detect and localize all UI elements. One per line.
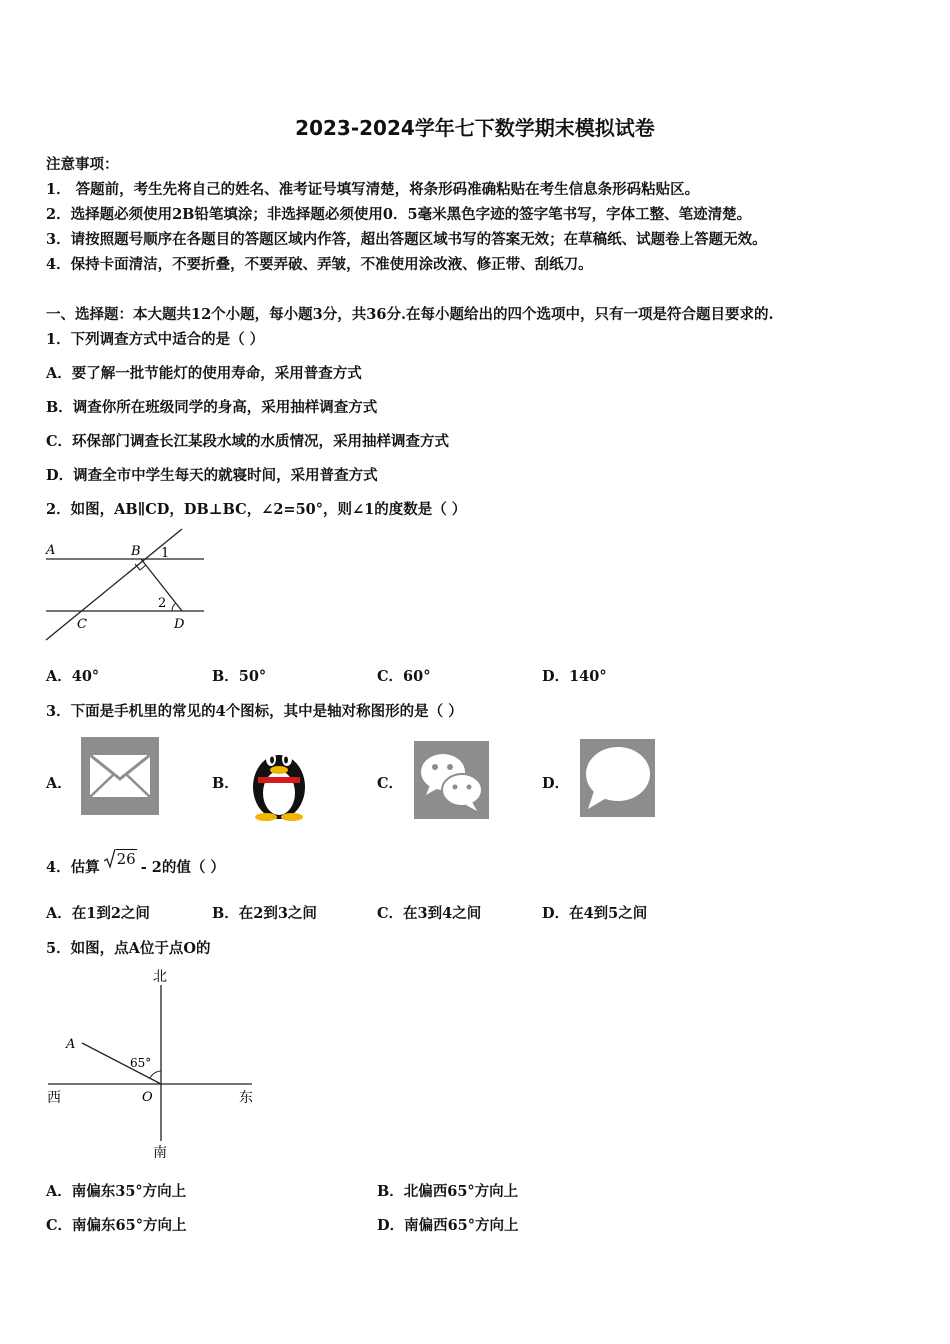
west-label: 西	[47, 1090, 61, 1106]
q1-option-b: B．调查你所在班级同学的身高，采用抽样调查方式	[46, 399, 378, 416]
q4-option-b: B．在2到3之间	[212, 905, 317, 922]
angle-1-label: 1	[161, 546, 170, 561]
q3-option-c: C．	[377, 775, 404, 792]
point-a-label: A	[66, 1037, 76, 1052]
radicand: 26	[116, 850, 136, 868]
q3-option-a: A．	[46, 775, 72, 792]
question-1-stem: 1．下列调查方式中适合的是（ ）	[46, 331, 265, 348]
section-heading: 一、选择题：本大题共12个小题，每小题3分，共36分.在每小题给出的四个选项中，只有一项是符合题目要求的.	[46, 306, 774, 323]
notice-item: 4．保持卡面清洁，不要折叠，不要弄破、弄皱，不准使用涂改液、修正带、刮纸刀。	[46, 256, 593, 273]
q4-option-d: D．在4到5之间	[542, 905, 648, 922]
north-label: 北	[153, 969, 167, 985]
notice-item: 3．请按照题号顺序在各题目的答题区域内作答，超出答题区域书写的答案无效；在草稿纸、试题卷上答题无效。	[46, 231, 767, 248]
q5-option-d: D．南偏西65°方向上	[377, 1217, 519, 1234]
q5-option-a: A．南偏东35°方向上	[46, 1183, 187, 1200]
q2-option-b: B．50°	[212, 668, 267, 685]
q2-option-c: C．60°	[377, 668, 431, 685]
q1-option-d: D．调查全市中学生每天的就寝时间，采用普查方式	[46, 467, 378, 484]
q3-option-d: D．	[542, 775, 570, 792]
q5-option-c: C．南偏东65°方向上	[46, 1217, 187, 1234]
question-4-stem	[46, 850, 225, 877]
label-a: A	[46, 543, 56, 558]
q4-stem-before: 4．估算	[46, 859, 100, 876]
chat-bubble-icon	[580, 739, 655, 817]
q5-option-b: B．北偏西65°方向上	[377, 1183, 519, 1200]
wechat-icon	[414, 741, 489, 819]
q4-option-c: C．在3到4之间	[377, 905, 482, 922]
q1-option-a: A．要了解一批节能灯的使用寿命，采用普查方式	[46, 365, 362, 382]
point-o-label: O	[142, 1090, 153, 1105]
q4-option-a: A．在1到2之间	[46, 905, 150, 922]
question-3-stem: 3．下面是手机里的常见的4个图标，其中是轴对称图形的是（ ）	[46, 703, 463, 720]
parallel-lines-figure	[44, 528, 206, 644]
envelope-icon	[81, 737, 159, 815]
angle-label: 65°	[130, 1056, 152, 1070]
notice-item: 1． 答题前，考生先将自己的姓名、准考证号填写清楚，将条形码准确粘贴在考生信息条形码粘贴区。	[46, 181, 700, 198]
notice-heading: 注意事项：	[46, 156, 119, 173]
question-5-stem: 5．如图，点A位于点O的	[46, 940, 211, 957]
q4-stem-after: - 2的值（ ）	[140, 859, 225, 876]
compass-figure	[44, 963, 264, 1163]
notice-item: 2．选择题必须使用2B铅笔填涂；非选择题必须使用0．5毫米黑色字迹的签字笔书写，字体工整、笔迹清楚。	[46, 206, 752, 223]
q2-option-a: A．40°	[46, 668, 100, 685]
angle-2-label: 2	[158, 596, 167, 611]
penguin-icon	[244, 737, 314, 821]
q1-option-c: C．环保部门调查长江某段水域的水质情况，采用抽样调查方式	[46, 433, 450, 450]
page-title: 2023-2024学年七下数学期末模拟试卷	[295, 116, 655, 140]
label-c: C	[77, 617, 87, 632]
radical-sign-icon	[104, 849, 116, 869]
q3-option-b: B．	[212, 775, 239, 792]
east-label: 东	[239, 1090, 253, 1106]
south-label: 南	[153, 1145, 167, 1161]
sqrt-expression	[104, 849, 137, 869]
q2-option-d: D．140°	[542, 668, 607, 685]
question-2-stem: 2．如图，AB∥CD，DB⊥BC，∠2=50°，则∠1的度数是（ ）	[46, 501, 467, 518]
label-d: D	[174, 617, 185, 632]
label-b: B	[131, 544, 141, 559]
